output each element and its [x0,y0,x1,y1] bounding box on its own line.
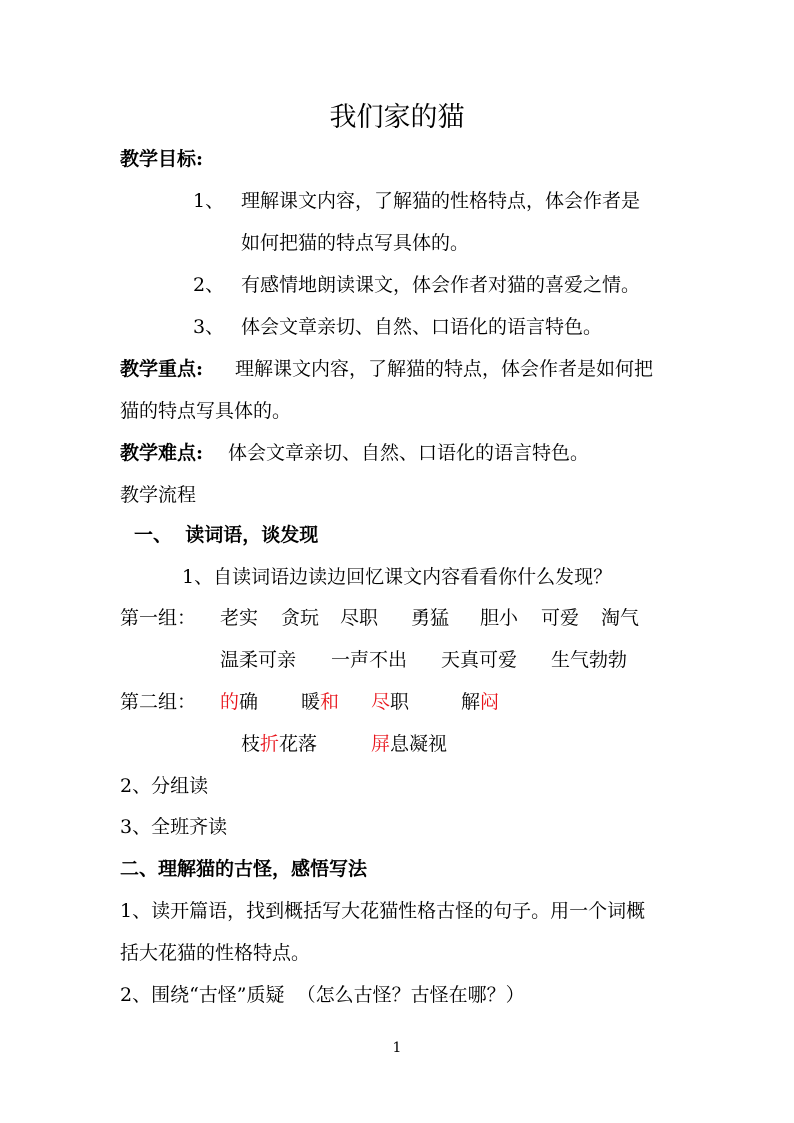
group1-word: 尽职 [340,607,379,629]
part2-step1-line2: 括大花猫的性格特点。 [120,942,311,964]
objective-1-number: 1、 [193,190,225,212]
group1-word: 生气勃勃 [551,649,628,671]
group1-word: 可爱 [541,607,580,629]
group1-word: 天真可爱 [441,649,518,671]
group2-word: 枝折花落 [241,733,318,755]
objective-3-text: 体会文章亲切、自然、口语化的语言特色。 [241,316,603,338]
document-title: 我们家的猫 [329,102,465,133]
part1-step3: 3、全班齐读 [120,816,228,838]
group2-word: 屏息凝视 [371,733,448,755]
part1-step2: 2、分组读 [120,775,209,797]
group2-word: 的确 [220,691,259,713]
objective-2-number: 2、 [193,274,225,296]
key-points-line1: 理解课文内容，了解猫的特点，体会作者是如何把 [235,358,654,380]
group1-word: 淘气 [601,607,640,629]
part1-step1: 1、自读词语边读边回忆课文内容看看你什么发现？ [182,566,613,588]
objective-1-line2: 如何把猫的特点写具体的。 [241,232,470,254]
group1-word: 勇猛 [411,607,450,629]
part2-heading: 二、理解猫的古怪，感悟写法 [120,858,368,880]
objectives-heading: 教学目标: [120,148,204,170]
process-heading: 教学流程 [120,484,197,506]
group2-word: 暖和 [301,691,340,713]
part2-step2: 2、围绕“古怪”质疑 （怎么古怪？古怪在哪？） [120,984,525,1006]
key-points-line2: 猫的特点写具体的。 [120,400,292,422]
part1-heading: 一、 读词语，谈发现 [134,524,319,546]
group1-word: 一声不出 [331,649,408,671]
page-number: 1 [392,1040,402,1056]
group1-label: 第一组： [120,607,197,629]
objective-2-text: 有感情地朗读课文，体会作者对猫的喜爱之情。 [241,274,641,296]
group1-word: 老实 [220,607,259,629]
group1-word: 贪玩 [281,607,320,629]
group1-word: 胆小 [480,607,519,629]
group1-word: 温柔可亲 [220,649,297,671]
group2-label: 第二组： [120,691,197,713]
difficulties-heading: 教学难点: [120,442,204,464]
objective-1-line1: 理解课文内容，了解猫的性格特点，体会作者是 [241,190,641,212]
objective-3-number: 3、 [193,316,225,338]
difficulties-text: 体会文章亲切、自然、口语化的语言特色。 [228,442,590,464]
key-points-heading: 教学重点: [120,358,204,380]
group2-word: 解闷 [461,691,500,713]
group2-word: 尽职 [371,691,410,713]
part2-step1-line1: 1、读开篇语，找到概括写大花猫性格古怪的句子。用一个词概 [120,900,646,922]
